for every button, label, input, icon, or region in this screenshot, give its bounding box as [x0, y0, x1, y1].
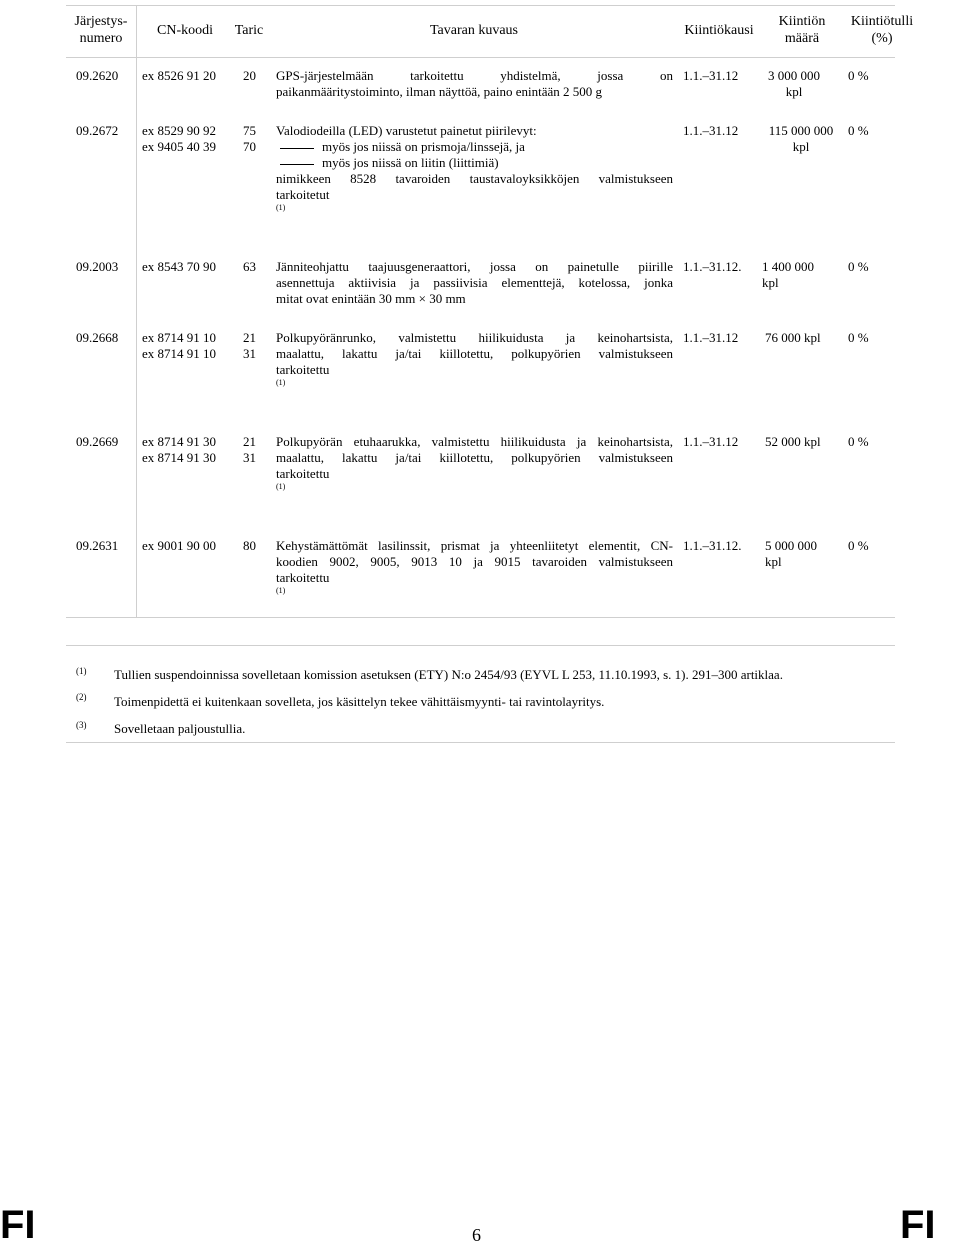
cn-code-line: ex 9405 40 39 — [142, 139, 217, 154]
footnote-number: (2) — [76, 692, 87, 702]
cn-code-line: ex 8714 91 10 — [142, 330, 217, 345]
row-description — [276, 434, 673, 492]
description-line: tarkoitettu — [276, 570, 330, 585]
description-line: nimikkeen 8528 tavaroiden taustavaloyksikköjen valmistukseen — [276, 171, 673, 186]
footnote-ref: (1) — [276, 586, 286, 595]
table-bottom-rule — [66, 617, 895, 618]
footnote-ref: (1) — [276, 203, 286, 212]
taric-line: 21 — [243, 434, 256, 449]
description-line: GPS-järjestelmään tarkoitettu yhdistelmä, jossa on — [276, 68, 673, 83]
row-quota-period: 1.1.–31.12 — [683, 123, 739, 138]
row-cn-code: ex 8543 70 90 — [142, 259, 217, 274]
taric-line: 31 — [243, 450, 256, 465]
taric-line: 31 — [243, 346, 256, 361]
footnote-ref: (1) — [276, 482, 286, 491]
header-cn-code: CN-koodi — [157, 23, 213, 38]
row-cn-code — [142, 434, 216, 466]
row-quota-amount — [762, 123, 840, 155]
row-quota-amount — [765, 538, 817, 570]
description-line: asennettuja aktiivisia ja passiivisia elementtejä, kotelossa, jonka — [276, 275, 673, 290]
row-duty: 0 % — [848, 259, 869, 274]
row-taric — [243, 123, 256, 155]
description-line: paikanmääritystoiminto, ilman näyttöä, paino enintään 2 500 g — [276, 84, 603, 99]
taric-line: 21 — [243, 330, 256, 345]
taric-line: 75 — [243, 123, 256, 138]
row-description — [276, 259, 673, 307]
row-quota-period: 1.1.–31.12 — [683, 330, 739, 345]
header-taric: Taric — [234, 23, 264, 38]
row-order-number: 09.2620 — [76, 68, 119, 83]
row-description — [276, 123, 673, 213]
quota-amount-value: 1 400 000 — [762, 259, 814, 274]
row-taric: 80 — [243, 538, 256, 553]
row-taric: 20 — [243, 68, 256, 83]
quota-amount-value: 5 000 000 — [765, 538, 817, 553]
description-line: Polkupyörän etuhaarukka, valmistettu hiilikuidusta ja keinohartsista, — [276, 434, 673, 449]
row-duty: 0 % — [848, 434, 869, 449]
header-bottom-rule — [66, 57, 895, 58]
description-line: Valodiodeilla (LED) varustetut painetut piirilevyt: — [276, 123, 537, 138]
row-cn-code: ex 8526 91 20 — [142, 68, 217, 83]
quota-amount-unit: kpl — [762, 275, 779, 290]
language-code-left: FI — [0, 1203, 36, 1247]
header-quota-period: Kiintiökausi — [684, 23, 754, 38]
description-line: maalattu, lakattu ja/tai kiillotettu, polkupyörien valmistukseen — [276, 346, 673, 361]
description-line: Polkupyöränrunko, valmistettu hiilikuidusta ja keinohartsista, — [276, 330, 673, 345]
description-line: mitat ovat enintään 30 mm × 30 mm — [276, 291, 466, 306]
description-line: Kehystämättömät lasilinssit, prismat ja yhteenliitetyt elementit, CN- — [276, 538, 673, 553]
cn-code-line: ex 8714 91 30 — [142, 434, 217, 449]
row-quota-amount — [762, 259, 814, 291]
row-taric — [243, 330, 256, 362]
row-cn-code — [142, 330, 216, 362]
header-description: Tavaran kuvaus — [429, 23, 519, 38]
column-separator — [136, 5, 137, 617]
row-quota-period: 1.1.–31.12 — [683, 68, 739, 83]
cn-code-line: ex 8714 91 30 — [142, 450, 217, 465]
row-description — [276, 538, 673, 596]
row-duty: 0 % — [848, 538, 869, 553]
row-order-number: 09.2003 — [76, 259, 119, 274]
description-line: tarkoitetut — [276, 187, 330, 202]
row-taric: 63 — [243, 259, 256, 274]
row-order-number: 09.2631 — [76, 538, 119, 553]
page-number: 6 — [472, 1225, 481, 1245]
footnote-number: (3) — [76, 720, 87, 730]
row-duty: 0 % — [848, 68, 869, 83]
footnotes-top-rule — [66, 645, 895, 646]
footnote-text: Toimenpidettä ei kuitenkaan sovelleta, jos käsittelyn tekee vähittäismyynti- tai ravintolayritys. — [114, 694, 605, 709]
row-order-number: 09.2672 — [76, 123, 119, 138]
row-quota-amount — [762, 68, 826, 100]
header-order-number: Järjestys- numero — [74, 14, 128, 46]
row-description — [276, 330, 673, 388]
description-line: tarkoitettu — [276, 362, 330, 377]
language-code-right: FI — [900, 1203, 936, 1247]
footnotes-bottom-rule — [66, 742, 895, 743]
description-line: maalattu, lakattu ja/tai kiillotettu, polkupyörien valmistukseen — [276, 450, 673, 465]
em-dash-rule — [280, 164, 314, 165]
footnote-number: (1) — [76, 666, 87, 676]
row-cn-code: ex 9001 90 00 — [142, 538, 217, 553]
quota-amount-unit: kpl — [785, 84, 803, 99]
footnote-text: Sovelletaan paljoustullia. — [114, 721, 246, 736]
em-dash-rule — [280, 148, 314, 149]
row-description — [276, 68, 673, 100]
cn-code-line: ex 8714 91 10 — [142, 346, 217, 361]
cn-code-line: ex 8529 90 92 — [142, 123, 217, 138]
row-taric — [243, 434, 256, 466]
header-top-rule — [66, 5, 895, 6]
row-quota-amount: 76 000 kpl — [765, 330, 821, 345]
quota-amount-value: 115 000 000 — [768, 123, 834, 138]
quota-amount-value: 3 000 000 — [768, 68, 820, 83]
description-dash-line: myös jos niissä on prismoja/linssejä, ja — [276, 139, 673, 155]
row-quota-period: 1.1.–31.12 — [683, 434, 739, 449]
quota-amount-unit: kpl — [765, 554, 782, 569]
quota-amount-unit: kpl — [792, 139, 810, 154]
row-quota-amount: 52 000 kpl — [765, 434, 821, 449]
row-duty: 0 % — [848, 330, 869, 345]
row-order-number: 09.2669 — [76, 434, 119, 449]
row-order-number: 09.2668 — [76, 330, 119, 345]
footnote-text: Tullien suspendoinnissa sovelletaan komission asetuksen (ETY) N:o 2454/93 (EYVL L 253, 11.10.1993, s. 1). 291–300 artiklaa. — [114, 667, 783, 682]
row-quota-period: 1.1.–31.12. — [683, 538, 742, 553]
header-quota-amount: Kiintiön määrä — [778, 14, 826, 46]
header-duty: Kiintiötulli (%) — [850, 14, 914, 46]
taric-line: 70 — [243, 139, 256, 154]
row-duty: 0 % — [848, 123, 869, 138]
row-quota-period: 1.1.–31.12. — [683, 259, 742, 274]
row-cn-code — [142, 123, 216, 155]
description-line: Jänniteohjattu taajuusgeneraattori, jossa on painetulle piirille — [276, 259, 673, 274]
description-line: tarkoitettu — [276, 466, 330, 481]
description-line: koodien 9002, 9005, 9013 10 ja 9015 tavaroiden valmistukseen — [276, 554, 673, 569]
description-dash-line: myös jos niissä on liitin (liittimiä) — [276, 155, 673, 171]
footnote-ref: (1) — [276, 378, 286, 387]
